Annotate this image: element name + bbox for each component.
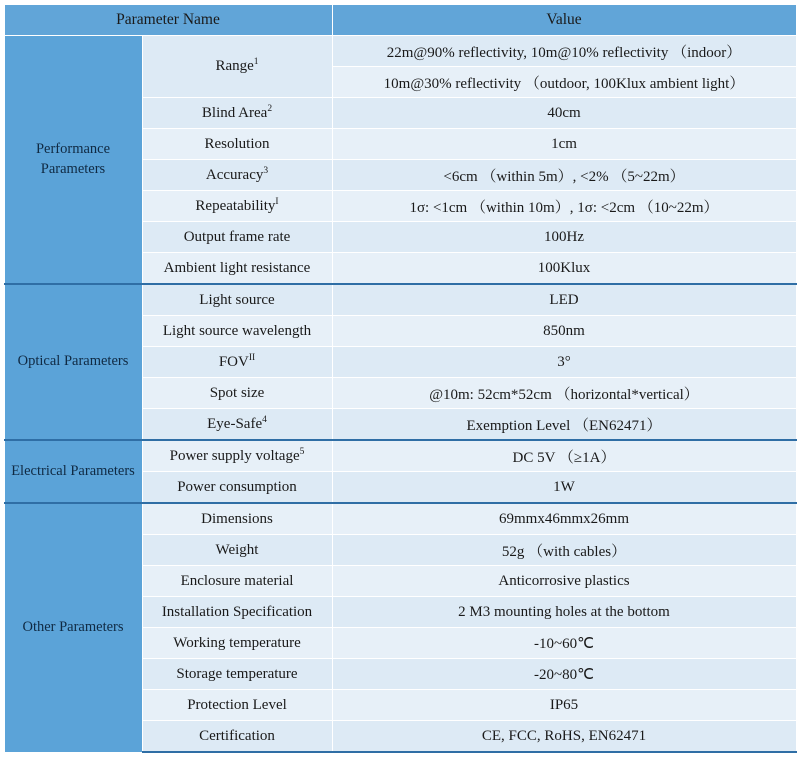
table-header <box>4 5 796 36</box>
parameter-name-cell <box>142 129 332 160</box>
table-row <box>4 36 796 67</box>
parameter-name-cell <box>142 222 332 253</box>
parameter-name-text: Light source wavelength <box>162 322 312 339</box>
parameter-name-cell <box>142 597 332 628</box>
parameter-value-cell: DC 5V （≥1A） <box>332 440 796 472</box>
parameter-name-cell <box>142 503 332 535</box>
header-parameter-name: Parameter Name <box>4 5 332 36</box>
parameter-value-cell: IP65 <box>332 690 796 721</box>
parameter-name-text: Accuracy <box>205 166 264 183</box>
group-label: Electrical Parameters <box>4 440 142 503</box>
parameter-name-text: Ambient light resistance <box>163 259 311 276</box>
parameter-value-cell: 10m@30% reflectivity （outdoor, 100Klux ambient light） <box>332 67 796 98</box>
parameter-name-text: Range <box>215 58 254 74</box>
parameter-name-cell <box>142 316 332 347</box>
parameter-name-cell <box>142 253 332 285</box>
parameter-name-cell <box>142 160 332 191</box>
parameter-name-text: Blind Area <box>201 104 268 121</box>
parameter-value-cell: 69mmx46mmx26mm <box>332 503 796 535</box>
parameter-name-footnote: I <box>275 196 279 207</box>
parameter-name-text: Certification <box>199 727 275 744</box>
parameter-name-footnote: 2 <box>267 103 273 114</box>
parameter-name-text: Protection Level <box>187 696 287 713</box>
parameter-name-text: Eye-Safe <box>207 415 263 432</box>
parameter-name-footnote: 1 <box>253 57 259 67</box>
parameter-value-cell: CE, FCC, RoHS, EN62471 <box>332 721 796 753</box>
table-row <box>4 440 796 472</box>
parameter-value-cell: 1σ: <1cm （within 10m）, 1σ: <2cm （10~22m） <box>332 191 796 222</box>
parameter-name-text: Resolution <box>204 135 270 152</box>
group-label: Performance Parameters <box>4 36 142 285</box>
table-row <box>4 284 796 316</box>
group-label: Other Parameters <box>4 503 142 752</box>
parameter-name-cell <box>142 191 332 222</box>
table-header-row <box>4 5 796 36</box>
parameter-name-footnote: 3 <box>263 165 269 176</box>
parameter-value-cell: 1W <box>332 472 796 504</box>
parameter-name-footnote: 4 <box>262 414 267 425</box>
parameter-name-cell <box>142 659 332 690</box>
parameter-name-text: FOV <box>218 353 249 370</box>
parameter-value-cell: 100Hz <box>332 222 796 253</box>
parameter-value-cell: @10m: 52cm*52cm （horizontal*vertical） <box>332 378 796 409</box>
parameter-name-text: Repeatability <box>195 197 276 214</box>
parameter-value-cell: 100Klux <box>332 253 796 285</box>
parameter-name-footnote: II <box>248 352 256 363</box>
parameter-value-cell: 40cm <box>332 98 796 129</box>
parameter-value-cell: -20~80℃ <box>332 659 796 690</box>
parameter-name-text: Enclosure material <box>180 572 294 589</box>
parameter-name-text: Spot size <box>209 384 265 401</box>
parameter-name-cell <box>142 409 332 441</box>
parameter-name-text: Light source <box>199 291 275 308</box>
parameter-name-cell <box>142 721 332 753</box>
parameter-name-text: Dimensions <box>201 510 273 527</box>
parameter-value-cell: 1cm <box>332 129 796 160</box>
parameter-value-cell: 3° <box>332 347 796 378</box>
parameter-value-cell: -10~60℃ <box>332 628 796 659</box>
parameter-name-cell <box>142 628 332 659</box>
parameter-value-cell: 52g （with cables） <box>332 535 796 566</box>
parameter-name-text: Working temperature <box>173 634 301 651</box>
group-label: Optical Parameters <box>4 284 142 440</box>
parameter-name-cell <box>142 378 332 409</box>
parameter-name-text: Installation Specification <box>161 603 313 620</box>
parameter-name-cell <box>142 98 332 129</box>
parameter-value-cell: 22m@90% reflectivity, 10m@10% reflectivity （indoor） <box>332 36 796 67</box>
header-value: Value <box>332 5 796 36</box>
parameter-value-cell: <6cm （within 5m）, <2% （5~22m） <box>332 160 796 191</box>
specification-table <box>4 4 797 753</box>
parameter-name-text: Power supply voltage <box>169 447 300 464</box>
parameter-name-cell <box>142 347 332 378</box>
parameter-name-text: Weight <box>215 541 259 558</box>
parameter-value-cell: Anticorrosive plastics <box>332 566 796 597</box>
parameter-name-cell <box>142 535 332 566</box>
parameter-name-text: Power consumption <box>177 478 297 495</box>
parameter-name-text: Output frame rate <box>183 228 291 245</box>
table-row <box>4 503 796 535</box>
parameter-name-text: Storage temperature <box>176 665 298 682</box>
parameter-name-cell <box>142 472 332 504</box>
parameter-name-cell <box>142 440 332 472</box>
parameter-name-footnote: 5 <box>299 446 305 457</box>
parameter-name-cell <box>142 284 332 316</box>
parameter-value-cell: 850nm <box>332 316 796 347</box>
parameter-name-cell <box>142 566 332 597</box>
parameter-value-cell: Exemption Level （EN62471） <box>332 409 796 441</box>
parameter-value-cell: LED <box>332 284 796 316</box>
parameter-value-cell: 2 M3 mounting holes at the bottom <box>332 597 796 628</box>
parameter-name-cell <box>142 36 332 98</box>
table-body <box>4 36 796 753</box>
parameter-name-cell <box>142 690 332 721</box>
